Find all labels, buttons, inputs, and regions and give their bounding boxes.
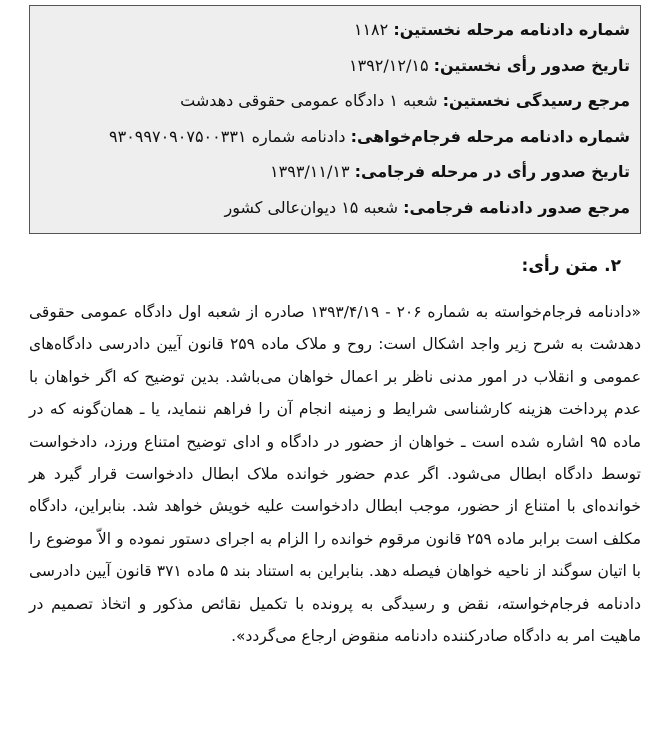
ruling-text-paragraph: «دادنامه فرجام‌خواسته به شماره ۲۰۶ - ۱۳۹۳/۴/۱۹ صادره از شعبه اول دادگاه عمومی حقوقی دهدشت به شرح زیر واجد اشکال است: روح و ملاک ماده ۲۵۹ قانون آیین دادرسی دادگاه‌های عمومی و انقلاب در امور مدنی ناظر بر اعمال خواهان می‌باشد. بدین توضیح که اگر خواهان با عدم پرداخت هزینه کارشناسی شرایط و زمینه انجام آن را فراهم ننماید، یا ـ همان‌گونه که در ماده ۹۵ اشاره شده است ـ خواهان از حضور در دادگاه و ادای توضیح امتناع ورزد، دادخواست توسط دادگاه ابطال می‌شود. اگر عدم حضور خوانده ملاک ابطال دادخواست قرار گیرد هر خوانده‌ای با امتناع از حضور، موجب ابطال دادخواست علیه خویش خواهد شد. بنابراین، دادگاه مکلف است برابر ماده ۲۵۹ قانون مرقوم خوانده را الزام به اجرای دستور نموده و الاّ موضوع را با اتیان سوگند از ناحیه خواهان فیصله دهد. بنابراین به استناد بند ۵ ماده ۳۷۱ قانون آیین دادرسی دادنامه فرجام‌خواسته، نقض و رسیدگی به پرونده با تکمیل نقائص مذکور و اتخاذ تصمیم در ماهیت امر به دادگاه صادرکننده دادنامه منقوض ارجاع می‌گردد». [29, 303, 641, 646]
info-value: شعبه ۱ دادگاه عمومی حقوقی دهدشت [180, 91, 438, 110]
info-label: شماره دادنامه مرحله نخستین: [393, 20, 630, 39]
appeal-ruling-date-row [40, 154, 630, 190]
info-value: ۱۳۹۲/۱۲/۱۵ [349, 55, 429, 75]
info-label: تاریخ صدور رأی در مرحله فرجامی: [354, 162, 630, 181]
info-label: شماره دادنامه مرحله فرجام‌خواهی: [350, 126, 630, 146]
first-instance-ruling-date-row [40, 48, 630, 84]
section-heading: ۲. متن رأی: [521, 256, 621, 276]
info-value: شعبه ۱۵ دیوان‌عالی کشور [224, 197, 399, 217]
first-instance-court-row [40, 83, 630, 119]
appeal-ruling-number-row [40, 119, 630, 155]
info-value: ۱۱۸۲ [353, 20, 389, 39]
info-value: دادنامه شماره ۹۳۰۹۹۷۰۹۰۷۵۰۰۳۳۱ [109, 126, 346, 146]
info-label: مرجع رسیدگی نخستین: [442, 91, 630, 110]
info-label: مرجع صدور دادنامه فرجامی: [403, 197, 630, 217]
info-value: ۱۳۹۳/۱۱/۱۳ [270, 162, 350, 181]
first-instance-ruling-number-row [40, 12, 630, 48]
info-label: تاریخ صدور رأی نخستین: [433, 55, 630, 75]
appeal-court-row [40, 190, 630, 226]
case-info-box [29, 5, 641, 234]
